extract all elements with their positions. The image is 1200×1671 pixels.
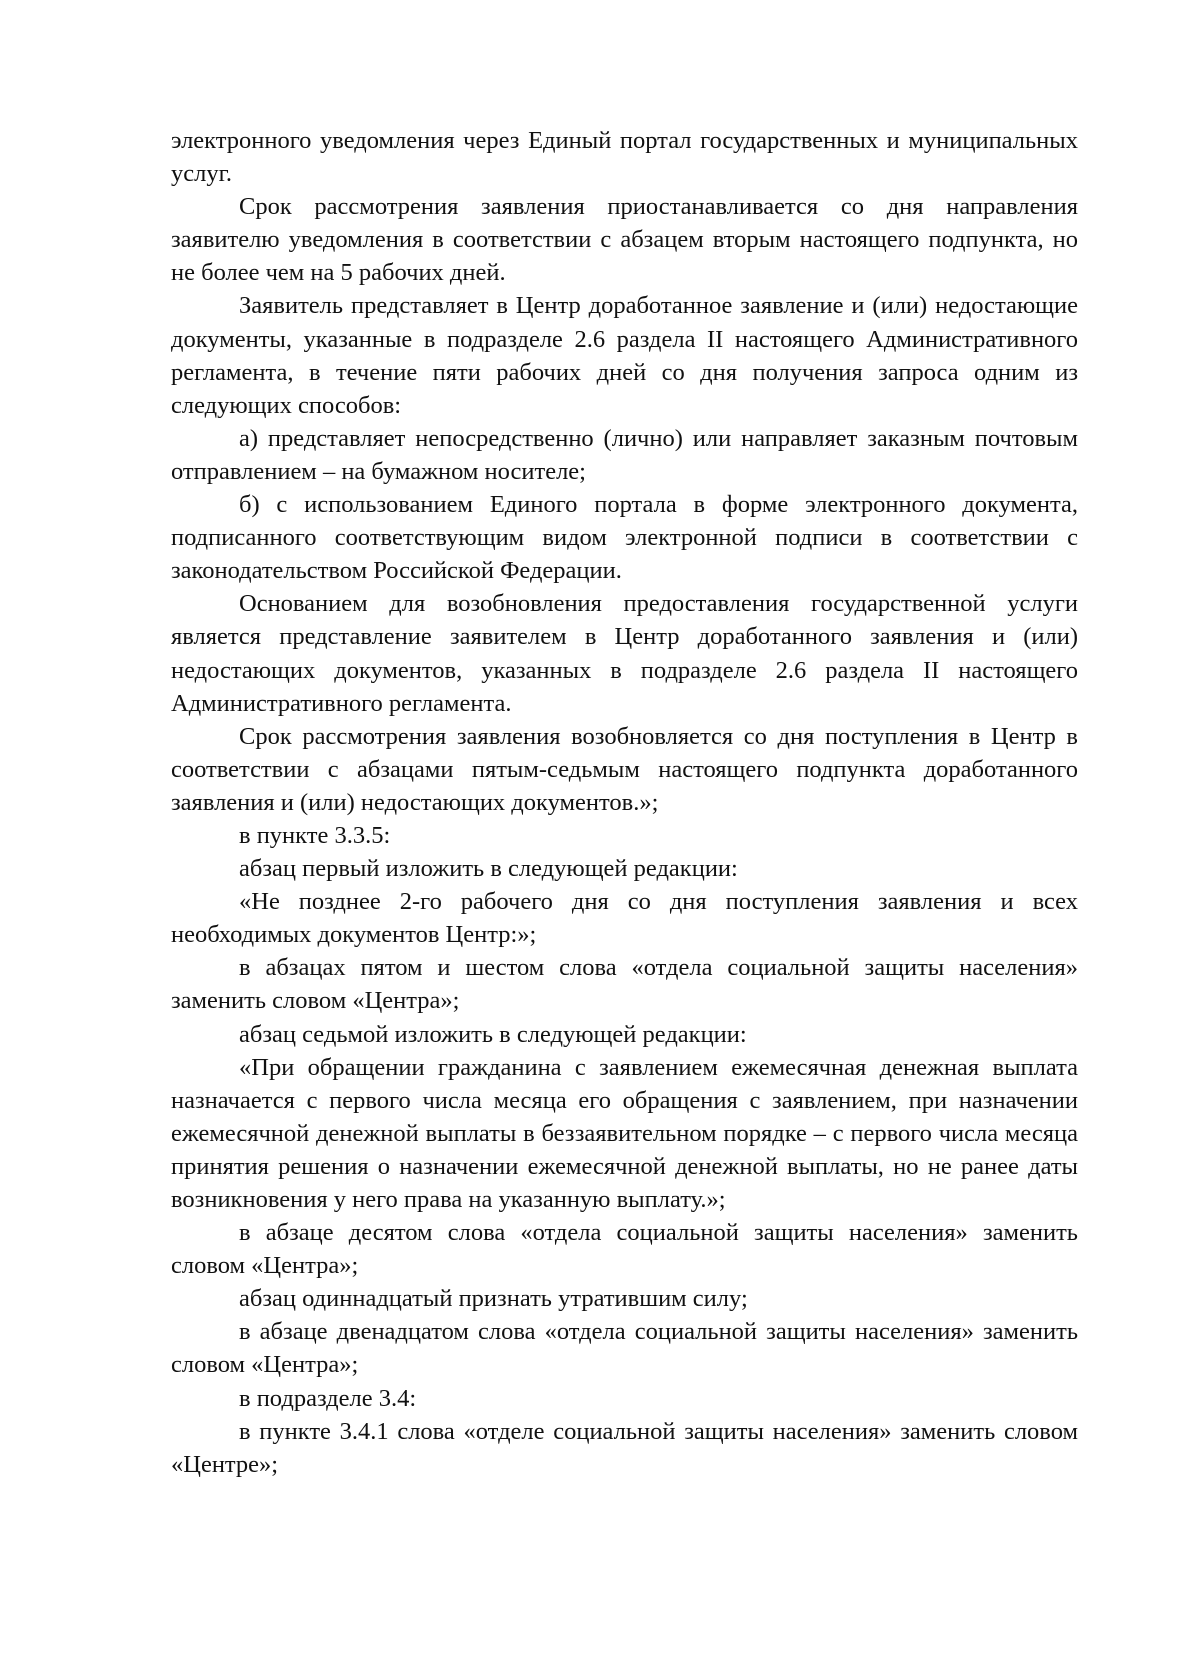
paragraph-eleventh-invalid: абзац одиннадцатый признать утратившим силу; [239, 1285, 748, 1313]
paragraph-applicant-submits: Заявитель представляет в Центр доработанное заявление и (или) недостающие документы, указанные в подразделе 2.6 раздела II настоящего Административного регламента, в течение пяти рабочих дней со дня получения запроса одним из следующих способов: [171, 292, 1078, 419]
paragraph-seventh-abzac-edit: абзац седьмой изложить в следующей редакции: [239, 1020, 747, 1048]
paragraph-fifth-sixth-replace: в абзацах пятом и шестом слова «отдела социальной защиты населения» заменить словом «Центра»; [171, 954, 1078, 1015]
paragraph-resumption-basis: Основанием для возобновления предоставления государственной услуги является представление заявителем в Центр доработанного заявления и (или) недостающих документов, указанных в подразделе 2.6 раздела II настоящего Административного регламента. [171, 590, 1078, 717]
paragraph-suspension-term: Срок рассмотрения заявления приостанавливается со дня направления заявителю уведомления в соответствии с абзацем вторым настоящего подпункта, но не более чем на 5 рабочих дней. [171, 193, 1078, 287]
paragraph-notification-continuation: электронного уведомления через Единый портал государственных и муниципальных услуг. [171, 127, 1078, 188]
paragraph-clause-3-4-1: в пункте 3.4.1 слова «отделе социальной защиты населения» заменить словом «Центре»; [171, 1417, 1078, 1478]
paragraph-resumption-term: Срок рассмотрения заявления возобновляется со дня поступления в Центр в соответствии с абзацами пятым-седьмым настоящего подпункта доработанного заявления и (или) недостающих документов.»; [171, 722, 1078, 816]
paragraph-first-abzac-text: «Не позднее 2-го рабочего дня со дня поступления заявления и всех необходимых документов Центр:»; [171, 888, 1078, 949]
paragraph-subsection-3-4: в подразделе 3.4: [239, 1384, 417, 1412]
paragraph-method-a: а) представляет непосредственно (лично) или направляет заказным почтовым отправлением – на бумажном носителе; [171, 424, 1078, 485]
paragraph-first-abzac-edit: абзац первый изложить в следующей редакции: [239, 855, 738, 883]
paragraph-clause-3-3-5: в пункте 3.3.5: [239, 821, 391, 849]
paragraph-twelfth-replace: в абзаце двенадцатом слова «отдела социальной защиты населения» заменить словом «Центра»; [171, 1318, 1078, 1379]
paragraph-seventh-abzac-text: «При обращении гражданина с заявлением ежемесячная денежная выплата назначается с первого числа месяца его обращения с заявлением, при назначении ежемесячной денежной выплаты в беззаявительном порядке – с первого числа месяца принятия решения о назначении ежемесячной денежной выплаты, но не ранее даты возникновения у него права на указанную выплату.»; [171, 1053, 1078, 1213]
paragraph-method-b: б) с использованием Единого портала в форме электронного документа, подписанного соответствующим видом электронной подписи в соответствии с законодательством Российской Федерации. [171, 491, 1078, 585]
paragraph-tenth-replace: в абзаце десятом слова «отдела социальной защиты населения» заменить словом «Центра»; [171, 1219, 1078, 1280]
document-page [171, 124, 1078, 1481]
